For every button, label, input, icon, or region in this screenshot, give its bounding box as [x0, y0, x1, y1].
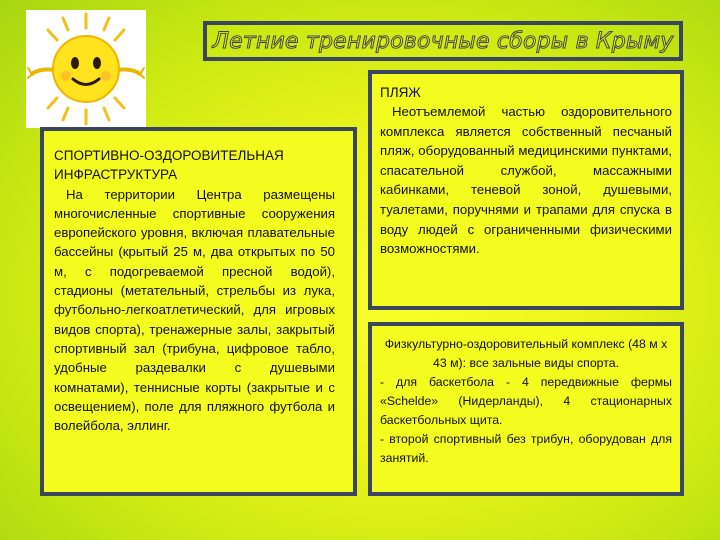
fitness-intro: Физкультурно-оздоровительный комплекс (48 м х 43 м): все зальные виды спорта.	[384, 337, 668, 370]
sports-infrastructure-panel	[40, 127, 357, 496]
beach-panel	[368, 70, 684, 310]
beach-heading: ПЛЯЖ	[380, 85, 421, 100]
fitness-item-basketball: - для баскетбола - 4 передвижные фермы «Schelde» (Нидерланды), 4 стационарных баскетбольных щита.	[380, 375, 672, 427]
beach-text: Неотъемлемой частью оздоровительного комплекса является собственный песчаный пляж, оборудованный медицинскими пунктами, спасательной службой, массажными кабинками, теневой зоной, душевыми, туалетами, поручнями и трапами для спуска в воду людей с ограниченными физическими возможностями.	[380, 104, 672, 257]
title-banner	[203, 21, 683, 61]
infrastructure-heading-line2: ИНФРАСТРУКТУРА	[54, 167, 178, 183]
page-title: Летние тренировочные сборы в Крыму	[212, 28, 674, 54]
infrastructure-heading-line1: СПОРТИВНО-ОЗДОРОВИТЕЛЬНАЯ	[54, 148, 284, 163]
infrastructure-heading	[54, 146, 335, 185]
fitness-complex-panel	[368, 322, 684, 496]
smiling-sun-icon	[26, 10, 146, 128]
fitness-item-second-hall: - второй спортивный без трибун, оборудован для занятий.	[380, 432, 672, 465]
infrastructure-text: На территории Центра размещены многочисленные спортивные сооружения европейского уровня, включая плавательные бассейны (крытый 25 м, два открытых по 50 м, с подогреваемой пресной водой), стадионы (метательный, стрельбы из лука, футбольно-легкоатлетический, для игровых видов спорта), тренажерные залы, закрытый спортивный зал (трибуна, цифровое табло, удобные раздевалки с душевыми комнатами), теннисные корты (закрытые и с освещением), поле для пляжного футбола и волейбола, эллинг.	[54, 186, 335, 434]
